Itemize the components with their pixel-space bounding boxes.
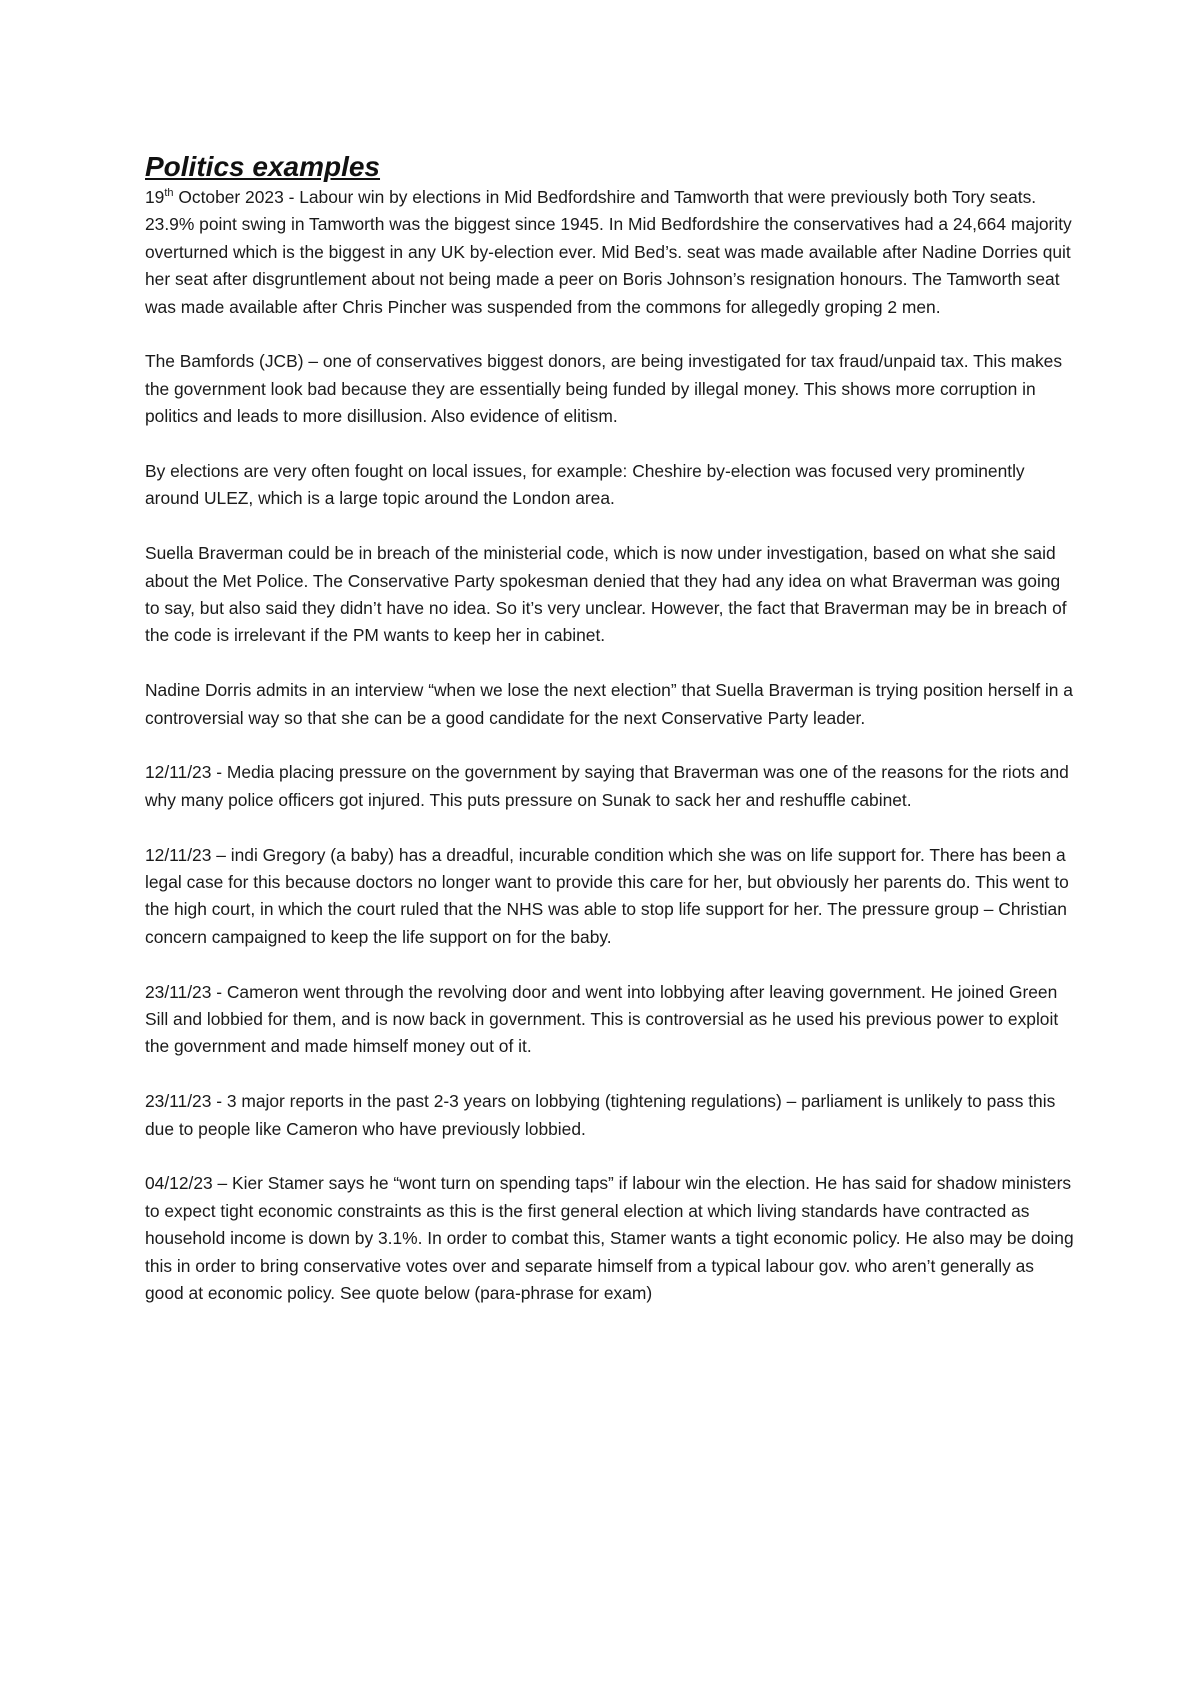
paragraph-cameron-lobbying: 23/11/23 - Cameron went through the revolving door and went into lobbying after leaving government. He joined Green Sill and lobbied for them, and is now back in government. This is controversial as he used his previous power to exploit the government and made himself money out of it. xyxy=(145,981,1059,1057)
paragraph-local-issues: By elections are very often fought on local issues, for example: Cheshire by-election was focused very prominently around ULEZ, which is a large topic around the London area. xyxy=(145,461,1025,509)
paragraph-by-elections xyxy=(145,184,1075,321)
paragraph-braverman-code: Suella Braverman could be in breach of the ministerial code, which is now under investigation, based on what she said about the Met Police. The Conservative Party spokesman denied that they had any idea on what Braverman was going to say, but also said they didn’t have no idea. So it’s very unclear. However, the fact that Braverman may be in breach of the code is irrelevant if the PM wants to keep her in cabinet. xyxy=(145,543,1067,646)
date-ordinal-suffix: th xyxy=(164,187,174,200)
paragraph-dorris-interview: Nadine Dorris admits in an interview “when we lose the next election” that Suella Braverman is trying position herself in a controversial way so that she can be a good candidate for the next Conservative Party leader. xyxy=(145,680,1073,728)
date-day: 19 xyxy=(145,187,165,207)
paragraph-text: October 2023 - Labour win by elections in Mid Bedfordshire and Tamworth that were previously both Tory seats. 23.9% point swing in Tamworth was the biggest since 1945. In Mid Bedfordshire the conservatives had a 24,664 majority overturned which is the biggest in any UK by-election ever. Mid Bed’s. seat was made available after Nadine Dorries quit her seat after disgruntlement about not being made a peer on Boris Johnson’s resignation honours. The Tamworth seat was made available after Chris Pincher was suspended from the commons for allegedly groping 2 men. xyxy=(145,187,1072,317)
paragraph-stamer-spending: 04/12/23 – Kier Stamer says he “wont turn on spending taps” if labour win the election. He has said for shadow ministers to expect tight economic constraints as this is the first general election at which living standards have contracted as household income is down by 3.1%. In order to combat this, Stamer wants a tight economic policy. He also may be doing this in order to bring conservative votes over and separate himself from a typical labour gov. who aren’t generally as good at economic policy. See quote below (para-phrase for exam) xyxy=(145,1173,1074,1304)
document-title: Politics examples xyxy=(145,151,381,182)
paragraph-indi-gregory: 12/11/23 – indi Gregory (a baby) has a dreadful, incurable condition which she was on life support for. There has been a legal case for this because doctors no longer want to provide this care for her, but obviously her parents do. This went to the high court, in which the court ruled that the NHS was able to stop life support for her. The pressure group – Christian concern campaigned to keep the life support on for the baby. xyxy=(145,844,1069,947)
document-page xyxy=(145,150,1075,1308)
paragraph-media-pressure: 12/11/23 - Media placing pressure on the government by saying that Braverman was one of the reasons for the riots and why many police officers got injured. This puts pressure on Sunak to sack her and reshuffle cabinet. xyxy=(145,762,1069,810)
paragraph-bamfords: The Bamfords (JCB) – one of conservatives biggest donors, are being investigated for tax fraud/unpaid tax. This makes the government look bad because they are essentially being funded by illegal money. This shows more corruption in politics and leads to more disillusion. Also evidence of elitism. xyxy=(145,351,1063,427)
paragraph-lobbying-reports: 23/11/23 - 3 major reports in the past 2-3 years on lobbying (tightening regulations) – parliament is unlikely to pass this due to people like Cameron who have previously lobbied. xyxy=(145,1091,1056,1139)
